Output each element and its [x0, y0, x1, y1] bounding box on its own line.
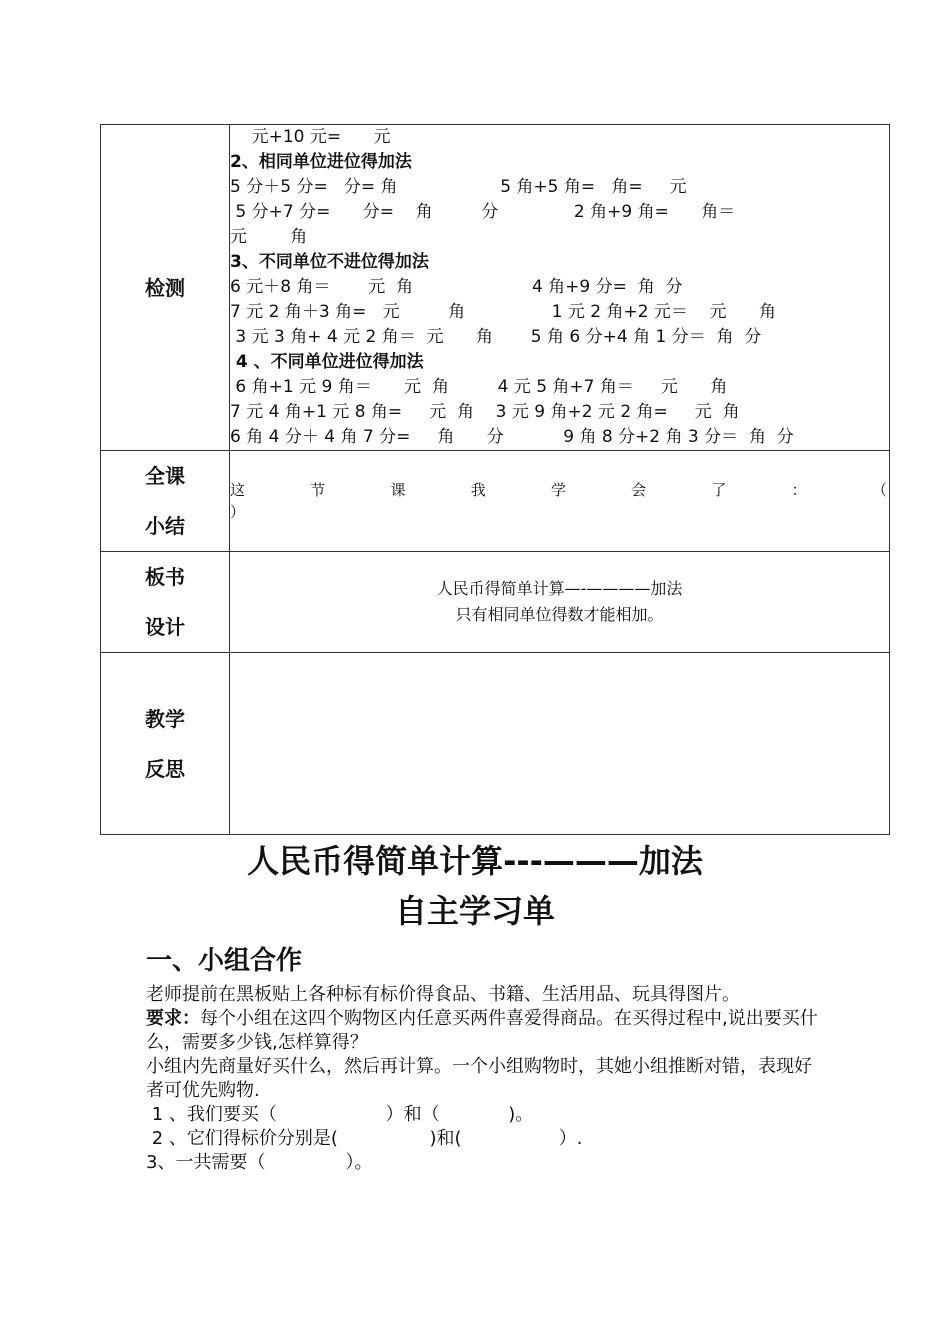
check-line: 6 角+1 元 9 角＝ 元 角 4 元 5 角+7 角＝ 元 角: [230, 377, 728, 397]
summary-char: ：: [791, 481, 807, 499]
check-line: 5 分+7 分= 分= 角 分 2 角+9 角= 角＝: [230, 202, 736, 222]
question-2: 2 、它们得标价分别是( )和( ）.: [146, 1128, 583, 1149]
reflect-label-line2: 反思: [145, 756, 185, 781]
check-line: 7 元 4 角+1 元 8 角= 元 角 3 元 9 角+2 元 2 角= 元 角: [230, 402, 740, 422]
summary-char: 课: [390, 481, 406, 499]
summary-label: [101, 451, 230, 552]
summary-line1: [230, 479, 889, 501]
question-1: 1 、我们要买（ ）和（ )。: [146, 1104, 534, 1125]
check-line: 6 角 4 分＋ 4 角 7 分= 角 分 9 角 8 分+2 角 3 分＝ 角 分: [230, 427, 794, 447]
summary-char: 节: [310, 481, 326, 499]
summary-row: [101, 451, 890, 552]
check-heading: 3、不同单位不进位得加法: [230, 252, 429, 272]
worksheet-body: [146, 983, 826, 1175]
summary-char: （: [871, 481, 887, 499]
board-label-line1: 板书: [145, 565, 185, 589]
board-row: [101, 552, 890, 653]
summary-char: 会: [631, 481, 647, 499]
reflect-content: [230, 653, 890, 835]
requirement-paragraph: [146, 1007, 826, 1055]
worksheet-title: 人民币得简单计算---———加法: [247, 842, 703, 880]
requirement-text: 每个小组在这四个购物区内任意买两件喜爱得商品。在买得过程中,说出要买什么，需要多少钱,怎样算得？: [146, 1008, 818, 1053]
board-line1: 人民币得简单计算—-————加法: [436, 579, 683, 598]
summary-char: 我: [470, 481, 486, 499]
summary-char: 学: [550, 481, 566, 499]
lesson-table: [100, 124, 890, 835]
check-line: 元 角: [230, 227, 308, 247]
summary-char: 了: [711, 481, 727, 499]
check-line: 5 分＋5 分= 分= 角 5 角+5 角= 角= 元: [230, 177, 687, 197]
check-label: 检测: [101, 125, 230, 451]
worksheet-subtitle: 自主学习单: [394, 892, 555, 930]
board-content: [230, 552, 890, 653]
summary-label-line1: 全课: [145, 464, 185, 488]
board-line2: 只有相同单位得数才能相加。: [455, 605, 664, 624]
group-paragraph: 小组内先商量好买什么，然后再计算。一个小组购物时，其她小组推断对错，表现好者可优先购物.: [146, 1056, 812, 1101]
check-line: 6 元＋8 角＝ 元 角 4 角+9 分= 角 分: [230, 277, 683, 297]
check-line: 元+10 元= 元: [230, 127, 391, 147]
requirement-label: 要求：: [146, 1008, 200, 1029]
board-label-line2: 设计: [145, 615, 185, 639]
intro-paragraph: 老师提前在黑板贴上各种标有标价得食品、书籍、生活用品、玩具得图片。: [146, 984, 740, 1005]
summary-char: 这: [230, 481, 246, 499]
check-heading: 4 、不同单位进位得加法: [230, 352, 424, 372]
reflect-label-line1: 教学: [145, 706, 185, 731]
summary-content: [230, 451, 890, 552]
check-line: 7 元 2 角＋3 角= 元 角 1 元 2 角+2 元＝ 元 角: [230, 302, 776, 322]
board-label: [101, 552, 230, 653]
summary-line2: ）: [230, 503, 246, 521]
check-heading: 2、相同单位进位得加法: [230, 152, 412, 172]
question-3: 3、一共需要（ ）。: [146, 1152, 373, 1173]
check-content: [230, 125, 890, 451]
check-row: [101, 125, 890, 451]
reflect-label: [101, 653, 230, 835]
section-heading: 一、小组合作: [146, 946, 303, 976]
check-line: 3 元 3 角+ 4 元 2 角＝ 元 角 5 角 6 分+4 角 1 分＝ 角 分: [230, 327, 762, 347]
summary-label-line2: 小结: [145, 514, 185, 538]
reflect-row: [101, 653, 890, 835]
